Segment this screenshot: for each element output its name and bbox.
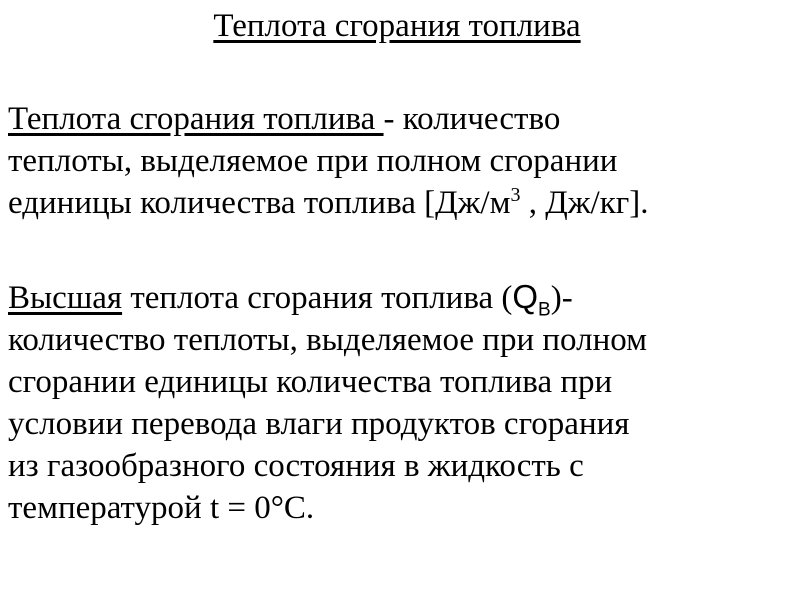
higher-term: Высшая [8, 280, 123, 316]
higher-heat-paragraph [8, 276, 794, 529]
higher-line-1-end: )- [550, 280, 573, 316]
higher-line-6: температурой t = 0°С. [8, 490, 315, 526]
definition-line-3-text: единицы количества топлива [Дж/м [8, 185, 511, 221]
cubic-superscript: 3 [510, 184, 521, 206]
definition-line-3-rest: , Дж/кг]. [520, 185, 649, 221]
symbol-q-subscript: B [538, 299, 551, 321]
slide-title [0, 6, 794, 46]
higher-line-1 [8, 276, 794, 319]
definition-line-2: теплоты, выделяемое при полном сгорании [8, 143, 618, 179]
higher-line-5: из газообразного состояния в жидкость с [8, 448, 584, 484]
higher-line-4: условии перевода влаги продуктов сгорания [8, 406, 630, 442]
slide-title-text: Теплота сгорания топлива [213, 8, 581, 44]
definition-line-3 [8, 182, 794, 224]
higher-line-1-text: теплота сгорания топлива ( [122, 280, 513, 316]
definition-term: Теплота сгорания топлива [8, 101, 384, 137]
higher-line-3: сгорании единицы количества топлива при [8, 364, 613, 400]
definition-line-1-rest: - количество [383, 101, 561, 137]
symbol-q: Q [512, 278, 539, 315]
higher-line-2: количество теплоты, выделяемое при полном [8, 322, 647, 358]
definition-line-1 [8, 98, 794, 140]
definition-paragraph [8, 98, 794, 224]
